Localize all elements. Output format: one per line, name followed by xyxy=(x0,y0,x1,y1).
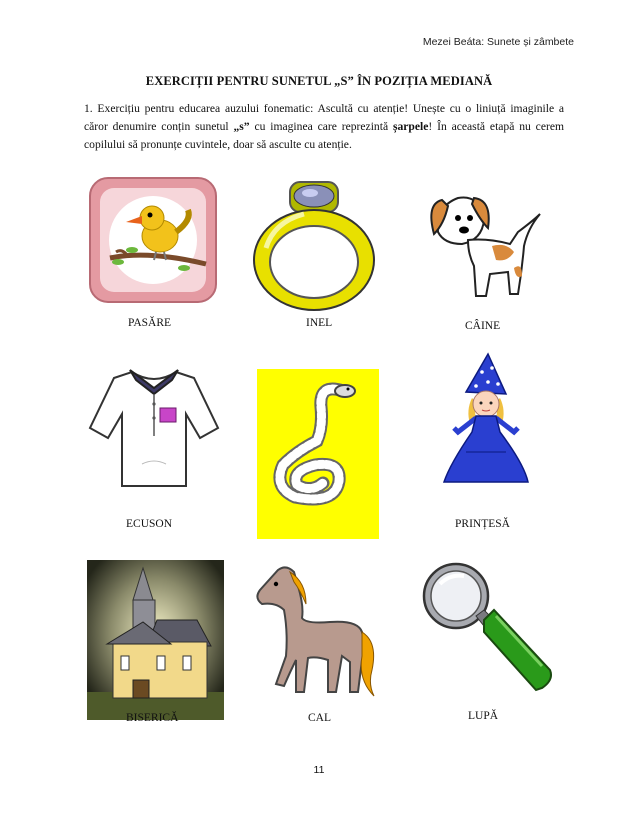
ring-image xyxy=(244,178,384,316)
church-image xyxy=(87,560,224,720)
princess-image xyxy=(436,352,536,486)
instruction-sound: „s” xyxy=(233,120,250,133)
instruction-paragraph xyxy=(84,100,564,154)
dog-image xyxy=(418,176,548,308)
horse-image xyxy=(246,560,382,702)
label-dog: CÂINE xyxy=(465,320,501,332)
shirt-image xyxy=(86,366,222,490)
page-number: 11 xyxy=(313,764,325,776)
label-ring: INEL xyxy=(306,317,333,329)
label-shirt: ECUSON xyxy=(126,518,173,530)
magnifier-image xyxy=(414,560,554,698)
bird-image xyxy=(88,176,218,304)
label-horse: CAL xyxy=(308,712,331,724)
label-church: BISERICĂ xyxy=(126,712,179,724)
label-bird: PASĂRE xyxy=(128,317,172,329)
instruction-text-1: 1. Exercițiu pentru educarea auzului fonematic: Ascultă cu atenție! Unește cu o liniuță imaginile a căror denumire conțin sunetul xyxy=(84,102,564,133)
instruction-text-2: cu imaginea care reprezintă xyxy=(249,120,393,133)
instruction-target: șarpele xyxy=(392,120,429,133)
running-header: Mezei Beáta: Sunete și zâmbete xyxy=(422,36,574,48)
exercise-title: EXERCIȚII PENTRU SUNETUL „S” ÎN POZIȚIA MEDIANĂ xyxy=(145,74,493,88)
instruction-text-3: ! În această etapă nu cerem copilului să pronunțe cuvintele, doar să asculte cu atenție. xyxy=(84,120,564,151)
label-magnifier: LUPĂ xyxy=(468,710,499,722)
label-princess: PRINȚESĂ xyxy=(455,518,510,530)
snake-image xyxy=(257,369,379,539)
